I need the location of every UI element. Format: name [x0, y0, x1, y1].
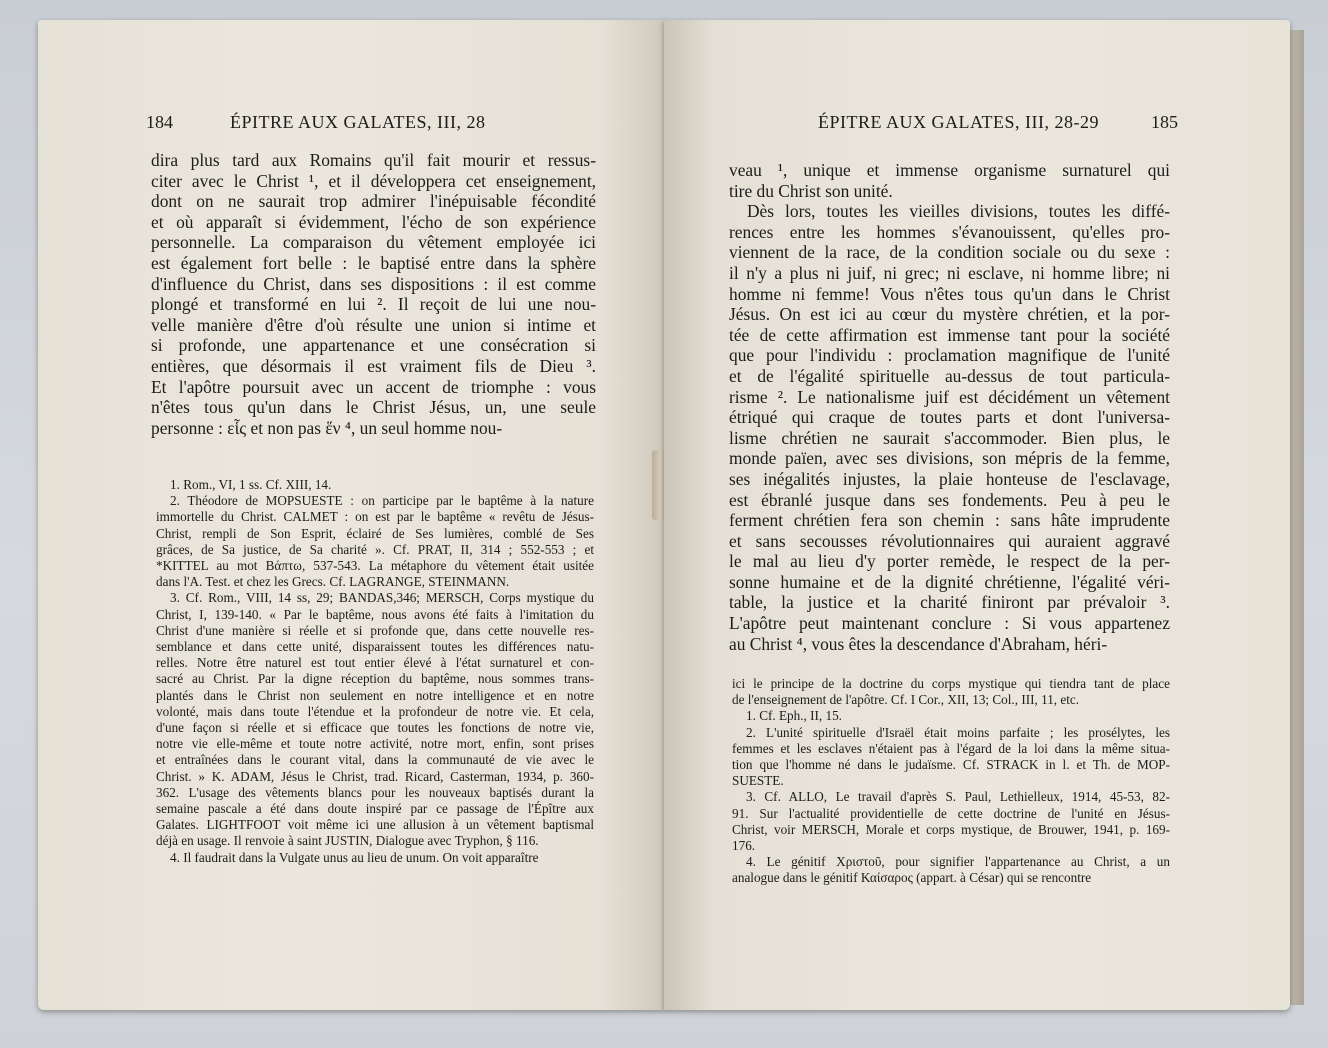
- footnote-line: 2. Théodore de MOPSUESTE : on participe par le baptême à la nature: [170, 493, 594, 509]
- footnote-line: ici le principe de la doctrine du corps mystique qui tiendra tant de place: [732, 676, 1170, 691]
- right-running-head: ÉPITRE AUX GALATES, III, 28-29: [818, 112, 1099, 132]
- body-line: étriqué qui craque de toutes parts et dont l'universa-: [729, 407, 1170, 428]
- body-line: il n'y a plus ni juif, ni grec; ni esclave, ni homme libre; ni: [729, 262, 1170, 283]
- body-line: si profonde, une appartenance et une consécration si: [151, 335, 596, 356]
- body-line: sonne humaine et de la dignité chrétienne, l'égalité véri-: [729, 571, 1170, 592]
- footnote-line: 176.: [732, 838, 756, 854]
- body-line: d'influence du Christ, dans ses dispositions : il est comme: [151, 273, 596, 294]
- footnote-line: 2. L'unité spirituelle d'Israël était moins parfaite ; les prosélytes, les: [746, 724, 1170, 740]
- footnote-line: Christ, voir MERSCH, Morale et corps mystique, de Brouwer, 1941, p. 169-: [732, 821, 1170, 837]
- footnote-line: Christ, I, 139-140. « Par le baptême, nous avons été faits à l'imitation du: [156, 606, 594, 622]
- footnote-line: 3. Cf. ALLO, Le travail d'après S. Paul, Lethielleux, 1914, 45-53, 82-: [746, 789, 1170, 805]
- footnote-line: 4. Il faudrait dans la Vulgate unus au lieu de unum. On voit apparaître: [170, 849, 539, 865]
- body-line: Jésus. On est ici au cœur du mystère chrétien, et la por-: [729, 304, 1170, 325]
- body-line: et de l'égalité spirituelle au-dessus de tout particula-: [729, 365, 1170, 386]
- body-line: table, la justice et la charité finiront par prévaloir ³.: [729, 592, 1170, 613]
- footnote-line: *KITTEL au mot Βάπτω, 537-543. La métaphore du vêtement était usitée: [156, 558, 594, 574]
- footnote-line: 3. Cf. Rom., VIII, 14 ss, 29; BANDAS,346; MERSCH, Corps mystique du: [170, 590, 594, 606]
- body-line: et sans secousses révolutionnaires qui auraient aggravé: [729, 530, 1170, 551]
- body-line: risme ². Le nationalisme juif est décidément un vêtement: [729, 386, 1170, 407]
- footnote-line: déjà en usage. Il renvoie à saint JUSTIN, Dialogue avec Tryphon, § 116.: [156, 833, 539, 849]
- footnote-line: femmes et les esclaves n'étaient pas à l'égard de la loi dans la même situa-: [732, 740, 1170, 756]
- body-line: monde païen, avec ses divisions, son mépris de la femme,: [729, 448, 1170, 469]
- footnote-line: plantés dans le Christ non seulement en notre intelligence et en notre: [156, 687, 594, 703]
- footnote-line: Christ. » K. ADAM, Jésus le Christ, trad. Ricard, Casterman, 1934, p. 360-: [156, 768, 594, 784]
- footnote-line: notre vie elle-même et toute notre activité, notre mort, enfin, sont prises: [156, 736, 594, 752]
- body-line: est ébranlé jusque dans ses fondements. Peu à peu le: [729, 489, 1170, 510]
- footnote-line: relles. Notre être naturel est tout entier élevé à l'état surnaturel et con-: [156, 655, 594, 671]
- footnote-line: semblance et dans cette unité, disparaissent toutes les différences natu-: [156, 639, 594, 655]
- left-page-number: 184: [146, 112, 173, 132]
- footnote-line: Christ d'une manière si réelle et si profonde que, dans cette nouvelle res-: [156, 622, 594, 638]
- right-footnotes: [732, 676, 1170, 887]
- footnote-line: tion que l'homme né dans le judaïsme. Cf. STRACK in l. et Th. de MOP-: [732, 757, 1170, 773]
- left-footnotes: [156, 477, 594, 866]
- left-page: [38, 20, 664, 1010]
- body-line: ses inégalités injustes, la plaie honteuse de l'esclavage,: [729, 468, 1170, 489]
- footnote-line: analogue dans le génitif Καίσαρος (appart. à César) qui se rencontre: [732, 870, 1092, 886]
- body-line: ferment chrétien fera son chemin : sans hâte imprudente: [729, 510, 1170, 531]
- right-page-number: 185: [1151, 112, 1178, 132]
- body-line: personnelle. La comparaison du vêtement employée ici: [151, 232, 596, 253]
- footnote-line: 1. Rom., VI, 1 ss. Cf. XIII, 14.: [170, 477, 332, 492]
- footnote-line: et entraînées dans le courant vital, dans la communauté de vie avec le: [156, 752, 594, 768]
- footnote-line: Galates. LIGHTFOOT voit même ici une allusion à un vêtement baptismal: [156, 817, 594, 833]
- body-line: dira plus tard aux Romains qu'il fait mourir et ressus-: [151, 150, 596, 170]
- body-line: rences entre les hommes s'évanouissent, qu'elles pro-: [729, 221, 1170, 242]
- body-line: tée de cette affirmation est immense tant pour la société: [729, 324, 1170, 345]
- body-line: velle manière d'être d'où résulte une union si intime et: [151, 314, 596, 335]
- body-line: dont on ne saurait trop admirer l'inépuisable fécondité: [151, 191, 596, 212]
- right-body-text: [729, 160, 1170, 654]
- right-page: [664, 20, 1290, 1010]
- body-line: que pour l'individu : proclamation magnifique de l'unité: [729, 345, 1170, 366]
- left-running-head: ÉPITRE AUX GALATES, III, 28: [230, 112, 486, 132]
- body-line: et où apparaît si évidemment, l'écho de son expérience: [151, 211, 596, 232]
- page-stack-edge: [1290, 30, 1304, 1005]
- footnote-line: sacré au Christ. Par la digne réception du baptême, nous sommes trans-: [156, 671, 594, 687]
- footnote-line: grâces, de Sa justice, de Sa charité ». Cf. PRAT, II, 314 ; 552-553 ; et: [156, 541, 594, 557]
- footnote-line: 91. Sur l'actualité providentielle de cette doctrine de l'unité en Jésus-: [732, 805, 1170, 821]
- body-line: entières, que désormais il est vraiment fils de Dieu ³.: [151, 355, 596, 376]
- body-line: Et l'apôtre poursuit avec un accent de triomphe : vous: [151, 376, 596, 397]
- body-line: le mal au lieu d'y porter remède, le respect de la per-: [729, 551, 1170, 572]
- footnote-line: dans l'A. Test. et chez les Grecs. Cf. LAGRANGE, STEINMANN.: [156, 574, 510, 590]
- body-line: tire du Christ son unité.: [729, 180, 893, 201]
- body-line: citer avec le Christ ¹, et il développera cet enseignement,: [151, 170, 596, 191]
- footnote-line: immortelle du Christ. CALMET : on est par le baptême « revêtu de Jésus-: [156, 509, 594, 525]
- body-line: Dès lors, toutes les vieilles divisions, toutes les diffé-: [747, 201, 1170, 222]
- footnote-line: d'une façon si réelle et si efficace que toutes les fonctions de notre vie,: [156, 720, 594, 736]
- footnote-line: 4. Le génitif Χριστοῦ, pour signifier l'appartenance au Christ, a un: [746, 854, 1170, 870]
- footnote-line: SUESTE.: [732, 773, 784, 789]
- footnote-line: de l'enseignement de l'apôtre. Cf. I Cor., XII, 13; Col., III, 11, etc.: [732, 692, 1080, 708]
- footnote-line: Christ, rempli de Son Esprit, éclairé de Ses lumières, comblé de Ses: [156, 525, 594, 541]
- footnote-line: 1. Cf. Eph., II, 15.: [746, 708, 842, 724]
- body-line: est également fort belle : le baptisé entre dans la sphère: [151, 252, 596, 273]
- body-line: veau ¹, unique et immense organisme surnaturel qui: [729, 160, 1170, 180]
- left-body-text: [151, 150, 596, 438]
- body-line: n'êtes tous qu'un dans le Christ Jésus, un, une seule: [151, 397, 596, 418]
- footnote-line: semaine pascale a été dans doute inspiré par ce passage de l'Épître aux: [156, 801, 594, 817]
- body-line: lisme chrétien ne saurait s'accommoder. Bien plus, le: [729, 427, 1170, 448]
- body-line: homme ni femme! Vous n'êtes tous qu'un dans le Christ: [729, 283, 1170, 304]
- footnote-line: volonté, mais dans toute l'étendue et la profondeur de notre vie. Et cela,: [156, 703, 594, 719]
- footnote-line: 362. L'usage des vêtements blancs pour les nouveaux baptisés durant la: [156, 784, 594, 800]
- body-line: personne : εἷς et non pas ἕν ⁴, un seul homme nou-: [151, 417, 503, 438]
- body-line: plongé et transformé en lui ². Il reçoit de lui une nou-: [151, 294, 596, 315]
- body-line: viennent de la race, de la condition sociale ou du sexe :: [729, 242, 1170, 263]
- body-line: L'apôtre peut maintenant conclure : Si vous appartenez: [729, 613, 1170, 634]
- body-line: au Christ ⁴, vous êtes la descendance d'Abraham, héri-: [729, 633, 1108, 654]
